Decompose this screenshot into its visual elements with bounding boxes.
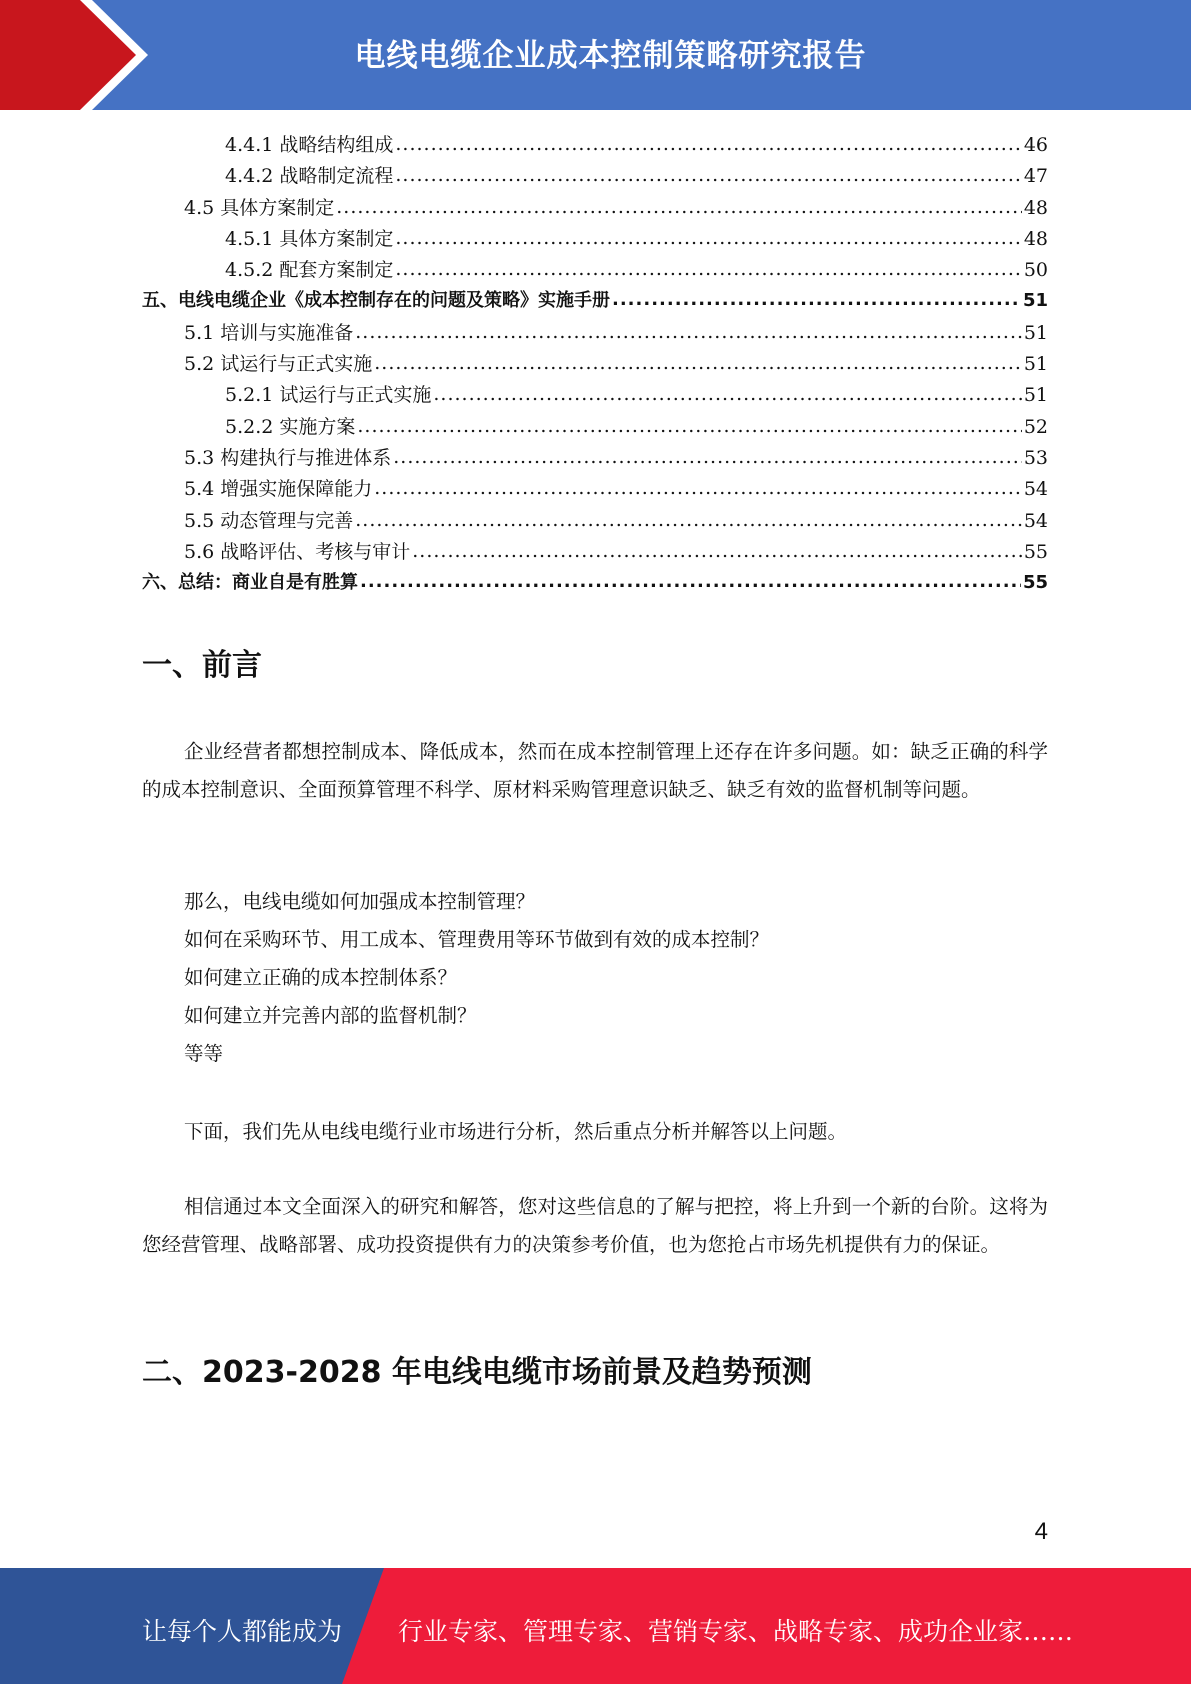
- toc-entry-page: 50: [1023, 259, 1048, 282]
- toc-dot-leader: [336, 196, 1022, 218]
- toc-dot-leader: [374, 352, 1022, 374]
- footer-slogan-left: 让每个人都能成为: [142, 1617, 343, 1646]
- toc-entry-label: 4.5 具体方案制定: [184, 196, 335, 219]
- toc-dot-leader: [355, 509, 1022, 531]
- toc-entry-page: 51: [1023, 353, 1048, 376]
- toc-entry[interactable]: [142, 286, 1048, 317]
- toc-entry-page: 48: [1023, 196, 1048, 219]
- toc-entry-label: 5.2 试运行与正式实施: [184, 353, 373, 376]
- preface-question: 如何建立并完善内部的监督机制？: [184, 1004, 477, 1027]
- page-header: [0, 0, 1191, 110]
- toc-dot-leader: [395, 258, 1021, 280]
- toc-entry-page: 46: [1023, 134, 1048, 156]
- toc-entry[interactable]: [142, 380, 1048, 411]
- toc-dot-leader: [374, 477, 1022, 499]
- toc-dot-leader: [395, 227, 1021, 249]
- toc-dot-leader: [393, 446, 1022, 468]
- toc-entry-page: 55: [1023, 540, 1048, 563]
- preface-question: 那么，电线电缆如何加强成本控制管理？: [184, 890, 536, 913]
- toc-entry-label: 4.4.1 战略结构组成: [225, 134, 394, 156]
- toc-dot-leader: [357, 415, 1021, 437]
- toc-entry-page: 55: [1022, 572, 1048, 594]
- toc-entry[interactable]: [142, 474, 1048, 505]
- toc-entry-page: 47: [1023, 165, 1048, 188]
- toc-entry-label: 4.5.1 具体方案制定: [225, 227, 394, 250]
- toc-entry-label: 5.1 培训与实施准备: [184, 321, 354, 344]
- toc-entry-page: 51: [1022, 290, 1048, 312]
- toc-entry[interactable]: [142, 506, 1048, 537]
- toc-entry-label: 5.5 动态管理与完善: [184, 509, 354, 532]
- table-of-contents: [142, 130, 1048, 599]
- toc-dot-leader: [412, 540, 1022, 562]
- section-heading-market-forecast: 二、2023-2028 年电线电缆市场前景及趋势预测: [142, 1355, 812, 1390]
- toc-entry[interactable]: [142, 161, 1048, 192]
- toc-dot-leader: [395, 133, 1021, 155]
- page-number: 4: [1034, 1518, 1048, 1545]
- toc-entry-label: 五、电线电缆企业《成本控制存在的问题及策略》实施手册: [142, 290, 610, 312]
- toc-entry[interactable]: [142, 318, 1048, 349]
- toc-entry-label: 5.6 战略评估、考核与审计: [184, 540, 411, 563]
- toc-entry[interactable]: [142, 349, 1048, 380]
- section-heading-preface: 一、前言: [142, 648, 262, 683]
- toc-entry-page: 54: [1023, 509, 1048, 532]
- footer-slogan-right: 行业专家、管理专家、营销专家、战略专家、成功企业家……: [398, 1617, 1074, 1646]
- toc-dot-leader: [612, 289, 1021, 310]
- toc-entry-page: 54: [1023, 478, 1048, 501]
- toc-entry[interactable]: [142, 412, 1048, 443]
- preface-question-list: [184, 883, 1044, 1073]
- toc-entry[interactable]: [142, 255, 1048, 286]
- toc-entry-label: 4.4.2 战略制定流程: [225, 165, 394, 188]
- page-footer: [0, 1568, 1191, 1684]
- toc-entry-label: 六、总结：商业自是有胜算: [142, 572, 358, 594]
- toc-dot-leader: [360, 571, 1021, 592]
- toc-entry-page: 51: [1023, 321, 1048, 344]
- preface-question: 如何建立正确的成本控制体系？: [184, 966, 458, 989]
- toc-entry-page: 48: [1023, 227, 1048, 250]
- toc-entry-label: 5.2.2 实施方案: [225, 415, 356, 438]
- toc-entry[interactable]: [142, 224, 1048, 255]
- toc-entry-label: 5.2.1 试运行与正式实施: [225, 384, 432, 407]
- toc-entry-label: 5.4 增强实施保障能力: [184, 478, 373, 501]
- toc-entry-page: 53: [1023, 446, 1048, 469]
- toc-entry[interactable]: [142, 443, 1048, 474]
- report-title: 电线电缆企业成本控制策略研究报告: [354, 38, 867, 74]
- preface-question: 等等: [184, 1042, 224, 1065]
- preface-paragraph-analysis: 下面，我们先从电线电缆行业市场进行分析，然后重点分析并解答以上问题。: [184, 1120, 848, 1143]
- toc-entry-label: 5.3 构建执行与推进体系: [184, 446, 392, 469]
- toc-entry[interactable]: [142, 130, 1048, 161]
- preface-question: 如何在采购环节、用工成本、管理费用等环节做到有效的成本控制？: [184, 928, 770, 951]
- toc-dot-leader: [433, 383, 1021, 405]
- toc-entry-page: 52: [1023, 415, 1048, 438]
- toc-entry[interactable]: [142, 568, 1048, 599]
- toc-entry[interactable]: [142, 537, 1048, 568]
- toc-dot-leader: [355, 321, 1022, 343]
- toc-dot-leader: [395, 164, 1021, 186]
- toc-entry-page: 51: [1023, 384, 1048, 407]
- toc-entry-label: 4.5.2 配套方案制定: [225, 259, 394, 282]
- toc-entry[interactable]: [142, 193, 1048, 224]
- preface-paragraph-intro: 企业经营者都想控制成本、降低成本，然而在成本控制管理上还存在许多问题。如：缺乏正确的科学的成本控制意识、全面预算管理不科学、原材料采购管理意识缺乏、缺乏有效的监督机制等问题。: [142, 740, 1048, 801]
- preface-paragraph-value: 相信通过本文全面深入的研究和解答，您对这些信息的了解与把控，将上升到一个新的台阶。这将为您经营管理、战略部署、成功投资提供有力的决策参考价值，也为您抢占市场先机提供有力的保证。: [142, 1195, 1048, 1256]
